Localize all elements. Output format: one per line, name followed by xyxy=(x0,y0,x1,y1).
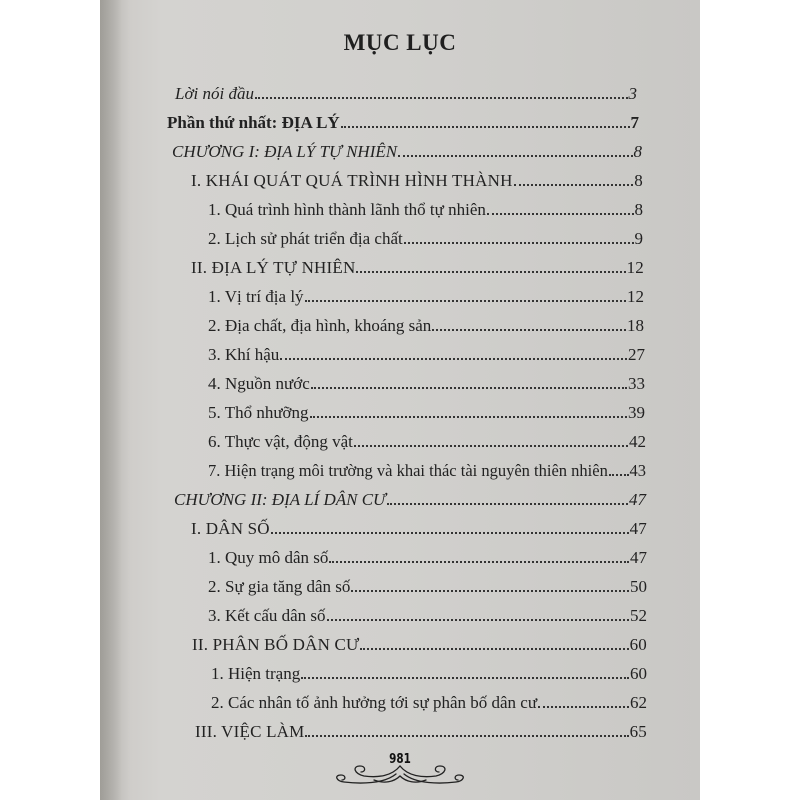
toc-entry-page: 60 xyxy=(629,635,647,654)
dot-leader xyxy=(329,561,629,563)
toc-entry-page: 27 xyxy=(628,345,645,364)
toc-entry-page: 12 xyxy=(626,258,644,277)
dot-leader xyxy=(341,126,630,128)
toc-entry-page: 39 xyxy=(628,403,645,422)
dot-leader xyxy=(354,445,628,447)
toc-entry-chapter-2[interactable] xyxy=(174,490,646,510)
toc-entry-page: 33 xyxy=(628,374,645,393)
dot-leader xyxy=(351,590,629,592)
dot-leader xyxy=(301,677,629,679)
toc-entry-subsection[interactable] xyxy=(208,345,645,365)
toc-entry-page: 50 xyxy=(630,577,647,596)
dot-leader xyxy=(305,735,628,737)
dot-leader xyxy=(327,619,629,621)
toc-entry-label: I. KHÁI QUÁT QUÁ TRÌNH HÌNH THÀNH xyxy=(191,171,513,190)
toc-entry-subsection[interactable] xyxy=(208,548,647,568)
toc-entry-label: 3. Khí hậu xyxy=(208,345,280,364)
dot-leader xyxy=(310,416,627,418)
toc-entry-subsection[interactable] xyxy=(208,432,646,452)
toc-entry-page: 8 xyxy=(634,171,643,190)
dot-leader xyxy=(487,213,634,215)
dot-leader xyxy=(311,387,627,389)
toc-entry-subsection[interactable] xyxy=(208,577,647,597)
dot-leader xyxy=(356,271,625,273)
toc-entry-label: II. ĐỊA LÝ TỰ NHIÊN xyxy=(191,258,356,277)
toc-entry-page: 43 xyxy=(629,461,646,480)
toc-entry-section[interactable] xyxy=(191,519,647,539)
toc-entry-page: 47 xyxy=(629,519,647,538)
toc-entry-label: 2. Các nhân tố ảnh hưởng tới sự phân bố dân cư xyxy=(211,693,538,712)
toc-entry-page: 8 xyxy=(633,142,642,161)
toc-entry-page: 60 xyxy=(630,664,647,683)
toc-entry-section[interactable] xyxy=(191,258,644,278)
dot-leader xyxy=(404,242,634,244)
toc-entry-label: 2. Địa chất, địa hình, khoáng sản xyxy=(208,316,432,335)
toc-entry-subsection[interactable] xyxy=(208,461,646,481)
page-number: 981 xyxy=(389,752,411,767)
table-of-contents xyxy=(100,0,700,800)
toc-entry-subsection[interactable] xyxy=(208,316,644,336)
toc-entry-label: 5. Thổ nhưỡng xyxy=(208,403,309,422)
toc-entry-page: 65 xyxy=(629,722,647,741)
toc-entry-section[interactable] xyxy=(192,635,647,655)
toc-entry-subsection[interactable] xyxy=(208,287,644,307)
toc-entry-label: Lời nói đầu xyxy=(175,84,254,103)
toc-entry-subsection[interactable] xyxy=(208,374,645,394)
dot-leader xyxy=(280,358,627,360)
toc-entry-page: 3 xyxy=(628,84,637,103)
book-page xyxy=(100,0,700,800)
toc-entry-page: 42 xyxy=(629,432,646,451)
toc-entry-label: 6. Thực vật, động vật xyxy=(208,432,353,451)
toc-entry-page: 8 xyxy=(634,200,643,219)
toc-entry-section[interactable] xyxy=(191,171,643,191)
dot-leader xyxy=(271,532,629,534)
page-title: MỤC LỤC xyxy=(343,30,457,55)
toc-entry-label: III. VIỆC LÀM xyxy=(195,722,305,741)
toc-entry-section[interactable] xyxy=(195,722,647,742)
dot-leader xyxy=(609,474,629,476)
toc-entry-label: I. DÂN SỐ xyxy=(191,519,270,538)
toc-entry-label: CHƯƠNG II: ĐỊA LÍ DÂN CƯ xyxy=(174,490,386,509)
toc-entry-subsection[interactable] xyxy=(211,664,647,684)
dot-leader xyxy=(514,184,634,186)
toc-entry-page: 52 xyxy=(630,606,647,625)
toc-entry-page: 7 xyxy=(630,113,639,132)
toc-entry-subsection[interactable] xyxy=(208,403,645,423)
dot-leader xyxy=(360,648,628,650)
toc-entry-label: 7. Hiện trạng môi trường và khai thác tài nguyên thiên nhiên xyxy=(208,461,608,480)
toc-entry-label: II. PHÂN BỐ DÂN CƯ xyxy=(192,635,360,654)
toc-entry-label: 2. Lịch sử phát triển địa chất xyxy=(208,229,403,248)
toc-entry-part-one[interactable] xyxy=(167,113,639,133)
dot-leader xyxy=(432,329,626,331)
toc-entry-page: 62 xyxy=(630,693,647,712)
toc-entry-label: 1. Hiện trạng xyxy=(211,664,301,683)
toc-entry-preface[interactable] xyxy=(175,84,637,104)
toc-entry-label: 3. Kết cấu dân số xyxy=(208,606,326,625)
dot-leader xyxy=(305,300,626,302)
toc-entry-subsection[interactable] xyxy=(208,606,647,626)
flourish-ornament-icon xyxy=(330,762,470,788)
dot-leader xyxy=(387,503,628,505)
toc-entry-label: 1. Quy mô dân số xyxy=(208,548,329,567)
toc-entry-label: 4. Nguồn nước xyxy=(208,374,310,393)
toc-entry-page: 12 xyxy=(627,287,644,306)
toc-entry-subsection[interactable] xyxy=(208,229,643,249)
toc-entry-chapter-1[interactable] xyxy=(172,142,642,162)
dot-leader xyxy=(538,706,629,708)
dot-leader xyxy=(255,97,628,99)
toc-entry-page: 9 xyxy=(634,229,643,248)
toc-entry-page: 18 xyxy=(627,316,644,335)
toc-entry-label: 1. Vị trí địa lý xyxy=(208,287,304,306)
toc-entry-label: 1. Quá trình hình thành lãnh thổ tự nhiên xyxy=(208,200,486,219)
toc-entry-subsection[interactable] xyxy=(211,693,647,713)
toc-entry-label: 2. Sự gia tăng dân số xyxy=(208,577,351,596)
toc-entry-page: 47 xyxy=(630,548,647,567)
dot-leader xyxy=(398,155,632,157)
toc-entry-subsection[interactable] xyxy=(208,200,643,220)
toc-entry-label: Phần thứ nhất: ĐỊA LÝ xyxy=(167,113,340,132)
toc-entry-label: CHƯƠNG I: ĐỊA LÝ TỰ NHIÊN xyxy=(172,142,398,161)
toc-entry-page: 47 xyxy=(629,490,646,509)
